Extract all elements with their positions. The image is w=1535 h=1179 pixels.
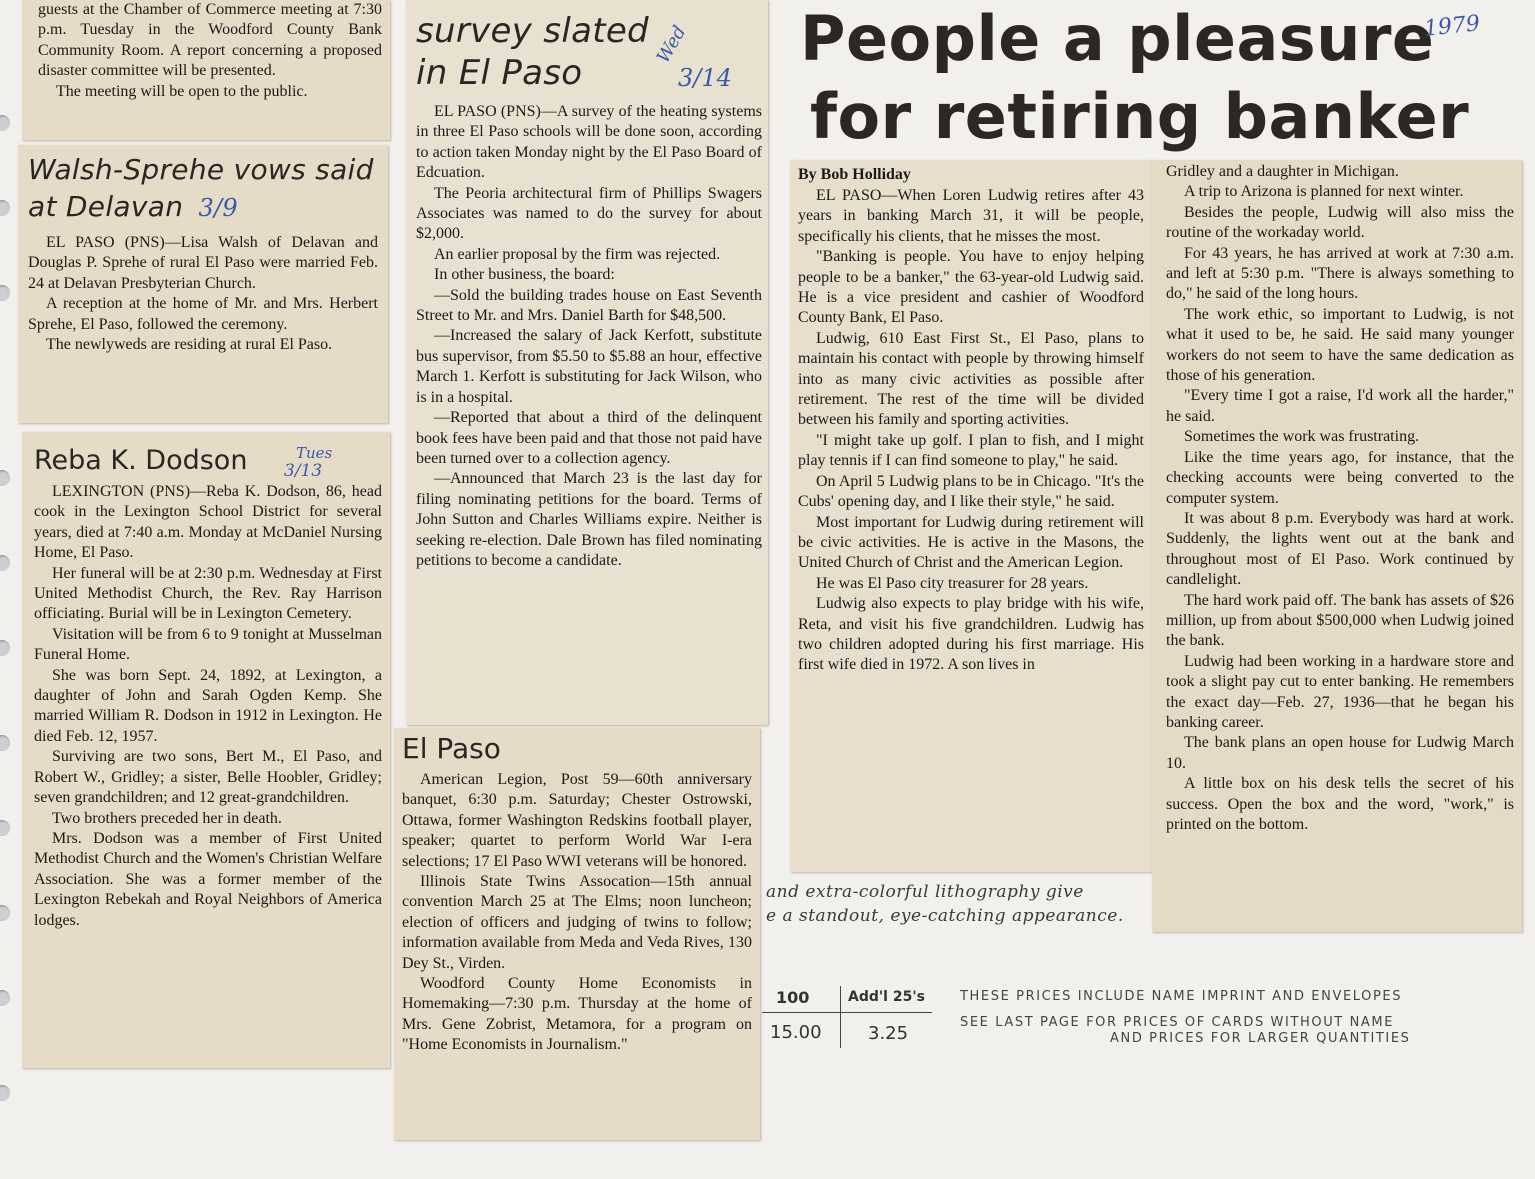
price-note-2: SEE LAST PAGE FOR PRICES OF CARDS WITHOUT NAME [960, 1015, 1395, 1030]
chamber-text-2: The meeting will be open to the public. [56, 82, 308, 100]
banker-col2-paragraph: A little box on his desk tells the secret of his success. Open the box and the word, "work," is printed on the bottom. [1166, 775, 1514, 833]
banker-col2-paragraph: The bank plans an open house for Ludwig March 10. [1166, 734, 1514, 772]
survey-paragraph: In other business, the board: [434, 266, 615, 284]
banker-col1-paragraph: On April 5 Ludwig plans to be in Chicago. "It's the Cubs' opening day, and I like their style," he said. [798, 472, 1144, 511]
survey-date-note: 3/14 [678, 64, 732, 92]
survey-paragraph: —Sold the building trades house on East Seventh Street to Mr. and Mrs. Daniel Barth for $48,500. [416, 286, 762, 325]
survey-paragraph: —Reported that about a third of the delinquent book fees have been paid and that those not paid have been turned over to a collection agency. [416, 409, 762, 467]
survey-date-note-day: Wed [652, 22, 691, 67]
survey-paragraph: An earlier proposal by the firm was rejected. [434, 245, 721, 263]
banker-headline-line-1: People a pleasure [800, 2, 1435, 75]
walsh-clipping [18, 145, 388, 423]
survey-paragraph: EL PASO (PNS)—A survey of the heating systems in three El Paso schools will be done soon, according to action taken Monday night by the El Paso Board of Edcuation. [416, 103, 762, 182]
walsh-date-note: 3/9 [198, 194, 238, 222]
dodson-paragraph: LEXINGTON (PNS)—Reba K. Dodson, 86, head cook in the Lexington School District for several years, died at 7:40 a.m. Monday at McDaniel Nursing Home, El Paso. [34, 483, 382, 562]
chamber-text: guests at the Chamber of Commerce meeting at 7:30 p.m. Tuesday in the Woodford County Bank Community Room. A report concerning a proposed disaster committee will be presented. [38, 1, 382, 80]
banker-col1-paragraph: Most important for Ludwig during retirement will be civic activities. He is active in the Masons, the United Church of Christ and the American Legion. [798, 513, 1144, 572]
elpaso-clipping [394, 728, 760, 1140]
banker-col1-paragraph: "Banking is people. You have to enjoy helping people to be a banker," the 63-year-old Ludwig said. He is a vice president and cashier of Woodford County Bank, El Paso. [798, 248, 1144, 327]
banker-col1-body [798, 186, 1144, 676]
dodson-paragraph: Two brothers preceded her in death. [52, 809, 282, 827]
elpaso-headline: El Paso [402, 732, 501, 765]
elpaso-paragraph: Illinois State Twins Assocation—15th annual convention March 25 at The Elms; noon luncheon; election of officers and judging of twins to follow; information available from Meda and Veda Rives, 130 Dey St., Virden. [402, 873, 752, 972]
binder-hole [0, 555, 10, 571]
dodson-paragraph: Surviving are two sons, Bert M., El Paso, and Robert W., Gridley; a sister, Belle Hoobler, Gridley; seven grandchildren; and 12 great-grandchildren. [34, 748, 382, 807]
banker-col2-paragraph: Ludwig had been working in a hardware store and took a slight pay cut to enter banking. He remembers the exact day—Feb. 27, 1936—that he began his banking career. [1166, 652, 1514, 731]
promo-line-1: and extra-colorful lithography give [766, 882, 1084, 902]
banker-col2-paragraph: "Every time I got a raise, I'd work all the harder," he said. [1166, 387, 1514, 425]
banker-col2-paragraph: Like the time years ago, for instance, that the checking accounts were being converted to the computer system. [1166, 448, 1514, 507]
banker-col2-paragraph: The work ethic, so important to Ludwig, is not what it used to be, he said. He said many younger workers do not seem to have the same dedication as those of his generation. [1166, 305, 1514, 385]
dodson-paragraph: She was born Sept. 24, 1892, at Lexington, a daughter of John and Sarah Ogden Kemp. She married William R. Dodson in 1912 in Lexington. He died Feb. 12, 1957. [34, 666, 382, 745]
dodson-headline: Reba K. Dodson Tues 3/13 [34, 436, 382, 480]
banker-col2-paragraph: It was about 8 p.m. Everybody was hard at work. Suddenly, the lights went out at the bank and throughout most of El Paso. Work continued by candlelight. [1166, 509, 1514, 589]
banker-col1-paragraph: EL PASO—When Loren Ludwig retires after 43 years in banking March 31, it will be people, specifically his clients, that he misses the most. [798, 187, 1144, 245]
dodson-paragraph: Visitation will be from 6 to 9 tonight at Musselman Funeral Home. [34, 625, 382, 664]
banker-col1-paragraph: "I might take up golf. I plan to fish, and I might play tennis if I can find someone to play," he said. [798, 431, 1144, 470]
price-note-1: THESE PRICES INCLUDE NAME IMPRINT AND ENVELOPES [960, 989, 1403, 1004]
chamber-clipping [22, 0, 390, 140]
binder-hole [0, 285, 10, 301]
survey-clipping [406, 0, 768, 725]
dodson-date-note: 3/13 [284, 461, 323, 481]
catalog-promo [766, 880, 1146, 928]
binder-hole [0, 735, 10, 751]
banker-col2-paragraph: The hard work paid off. The bank has assets of $26 million, up from about $500,000 when Ludwig joined the bank. [1166, 591, 1514, 650]
dodson-body [34, 482, 382, 931]
dodson-paragraph: Mrs. Dodson was a member of First United Methodist Church and the Women's Christian Welfare Association. She was a former member of the Lexington Rebekah and Royal Neighbors of America lodges. [34, 829, 382, 929]
add-header: Add'l 25's [848, 989, 925, 1005]
walsh-p3: The newlyweds are residing at rural El Paso. [46, 336, 333, 354]
elpaso-body [402, 770, 752, 1056]
elpaso-paragraph: Woodford County Home Economists in Homemaking—7:30 p.m. Thursday at the home of Mrs. Gene Zobrist, Metamora, for a program on "Home Economists in Journalism." [402, 975, 752, 1054]
banker-col2-paragraph: Sometimes the work was frustrating. [1184, 428, 1420, 446]
binder-hole [0, 905, 10, 921]
banker-col2-body [1166, 182, 1514, 835]
survey-body [416, 102, 762, 571]
banker-headline-line-2: for retiring banker [810, 80, 1470, 153]
binder-hole [0, 115, 10, 131]
walsh-p2: A reception at the home of Mr. and Mrs. Herbert Sprehe, El Paso, followed the ceremony. [28, 295, 378, 333]
price-value: 15.00 [770, 1022, 822, 1043]
survey-paragraph: The Peoria architectural firm of Phillips Swagers Associates was named to do the survey for about $2,000. [416, 184, 762, 243]
banker-col1-paragraph: Ludwig also expects to play bridge with his wife, Reta, and visit his five grandchildren. Ludwig has two children adopted during his first marriage. His first wife died in 1972. A son lives in [798, 595, 1144, 674]
qty-header: 100 [776, 988, 810, 1007]
banker-col2-paragraph: For 43 years, he has arrived at work at 7:30 a.m. and left at 5:30 p.m. "There is always something to do," he said of the long hours. [1166, 244, 1514, 303]
walsh-p1: EL PASO (PNS)—Lisa Walsh of Delavan and Douglas P. Sprehe of rural El Paso were married Feb. 24 at Delavan Presbyterian Church. [28, 234, 378, 292]
price-note-3: AND PRICES FOR LARGER QUANTITIES [1110, 1031, 1411, 1046]
banker-headline [800, 0, 1520, 156]
binder-hole [0, 820, 10, 836]
survey-headline: survey slated in El Paso [416, 11, 649, 93]
dodson-clipping [22, 432, 390, 1068]
dodson-paragraph: Her funeral will be at 2:30 p.m. Wednesday at First United Methodist Church, the Rev. Ray Harrison officiating. Burial will be in Lexington Cemetery. [34, 564, 382, 623]
binder-hole [0, 640, 10, 656]
banker-col2-paragraph: A trip to Arizona is planned for next winter. [1184, 183, 1464, 201]
banker-col2-first: Gridley and a daughter in Michigan. [1166, 163, 1399, 180]
binder-hole [0, 470, 10, 486]
walsh-headline: Walsh-Sprehe vows said at Delavan 3/9 [28, 153, 374, 223]
banker-col2-paragraph: Besides the people, Ludwig will also miss the routine of the workaday world. [1166, 203, 1514, 242]
binder-hole [0, 1085, 10, 1101]
binder-hole [0, 200, 10, 216]
add-price-value: 3.25 [868, 1023, 909, 1044]
banker-byline: By Bob Holliday [798, 166, 911, 183]
year-note: 1979 [1422, 11, 1482, 42]
promo-line-2: e a standout, eye-catching appearance. [766, 906, 1124, 926]
banker-column-2 [1152, 160, 1522, 932]
banker-column-1 [790, 160, 1152, 872]
dodson-date-note-day: Tues [296, 444, 333, 462]
price-table [762, 986, 934, 1048]
banker-col1-paragraph: Ludwig, 610 East First St., El Paso, plans to maintain his contact with people by throwing himself into as many civic activities as possible after retirement. The rest of the time will be divided between his family and sporting activities. [798, 329, 1144, 429]
binder-hole [0, 990, 10, 1006]
survey-paragraph: —Announced that March 23 is the last day for filing nominating petitions for the board. Terms of John Sutton and Charles Williams expire. Neither is seeking re-election. Dale Brown has filed nominating petitions to become a candidate. [416, 470, 762, 569]
survey-paragraph: —Increased the salary of Jack Kerfott, substitute bus supervisor, from $5.50 to $5.88 an hour, effective March 1. Kerfott is substituting for Jack Wilson, who is in a hospital. [416, 327, 762, 406]
elpaso-paragraph: American Legion, Post 59—60th anniversary banquet, 6:30 p.m. Saturday; Chester Ostrowski, Ottawa, former Washington Redskins football player, speaker; quartet to perform World War I-era selections; 17 El Paso WWI veterans will be honored. [402, 771, 752, 870]
banker-col1-paragraph: He was El Paso city treasurer for 28 years. [816, 574, 1089, 592]
